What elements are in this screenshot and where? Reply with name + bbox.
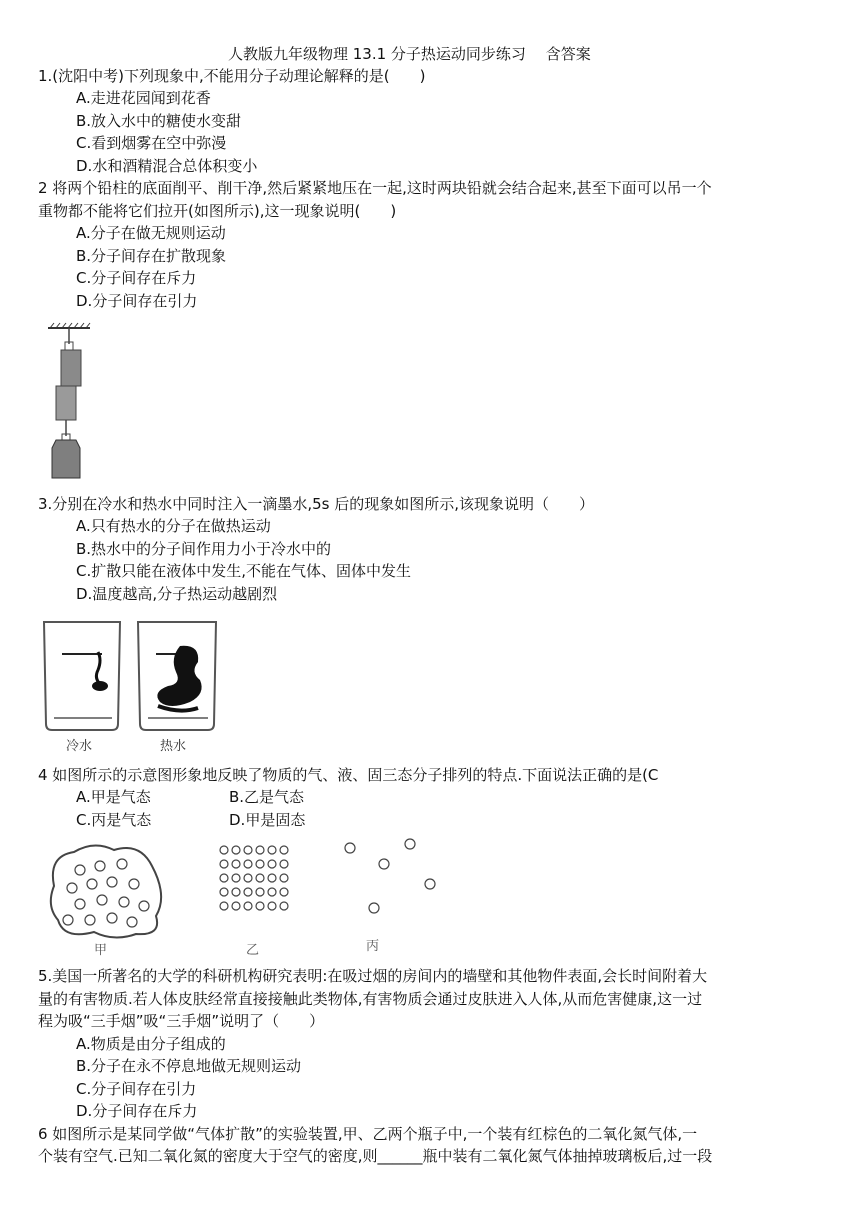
q3-option-c: C.扩散只能在液体中发生,不能在气体、固体中发生 — [76, 562, 412, 580]
lead-cylinders-figure — [44, 322, 94, 480]
q5-option-b: B.分子在永不停息地做无规则运动 — [76, 1057, 302, 1075]
q2-option-a: A.分子在做无规则运动 — [76, 224, 226, 242]
q5-stem-line2: 量的有害物质.若人体皮肤经常直接接触此类物体,有害物质会通过皮肤进入人体,从而危害健康,这一过 — [38, 990, 703, 1008]
figure-yi-solid — [220, 846, 288, 910]
q3-option-a: A.只有热水的分子在做热运动 — [76, 517, 271, 535]
states-of-matter-figure — [44, 836, 444, 958]
figure-bing-gas — [345, 839, 435, 913]
label-yi: 乙 — [246, 943, 260, 958]
q2-option-d: D.分子间存在引力 — [76, 292, 198, 310]
hanging-weight — [52, 440, 80, 478]
q5-option-d: D.分子间存在斥力 — [76, 1102, 198, 1120]
q1-option-a: A.走进花园闻到花香 — [76, 89, 211, 107]
q2-option-c: C.分子间存在斥力 — [76, 269, 197, 287]
ceiling-hatch — [48, 323, 90, 328]
label-bing: 丙 — [366, 939, 380, 954]
beakers-figure — [40, 614, 230, 756]
hot-water-beaker — [138, 622, 216, 730]
upper-lead-cylinder — [61, 350, 81, 386]
q4-stem: 4 如图所示的示意图形象地反映了物质的气、液、固三态分子排列的特点.下面说法正确的是(C — [38, 766, 659, 784]
lower-lead-cylinder — [56, 386, 76, 420]
q2-stem-line2: 重物都不能将它们拉开(如图所示),这一现象说明( ) — [38, 202, 397, 220]
q1-option-d: D.水和酒精混合总体积变小 — [76, 157, 258, 175]
label-jia: 甲 — [94, 943, 108, 958]
q5-option-c: C.分子间存在引力 — [76, 1080, 197, 1098]
q1-stem: 1.(沈阳中考)下列现象中,不能用分子动理论解释的是( ) — [38, 67, 426, 85]
q6-stem-line2: 个装有空气.已知二氧化氮的密度大于空气的密度,则______瓶中装有二氧化氮气体抽掉玻璃板后,过一段 — [38, 1147, 713, 1165]
cold-water-label: 冷水 — [66, 739, 93, 754]
q5-stem-line3: 程为吸“三手烟”吸“三手烟”说明了（ ） — [38, 1012, 325, 1030]
q4-option-a: A.甲是气态 — [76, 788, 151, 806]
figure-jia-liquid — [51, 845, 161, 937]
q3-stem: 3.分别在冷水和热水中同时注入一滴墨水,5s 后的现象如图所示,该现象说明（ ） — [38, 495, 594, 513]
q1-option-c: C.看到烟雾在空中弥漫 — [76, 134, 227, 152]
q2-stem-line1: 2 将两个铅柱的底面削平、削干净,然后紧紧地压在一起,这时两块铅就会结合起来,甚至下面可以吊一个 — [38, 179, 712, 197]
cold-water-beaker — [44, 622, 120, 730]
q3-option-d: D.温度越高,分子热运动越剧烈 — [76, 585, 278, 603]
q4-option-d: D.甲是固态 — [229, 811, 306, 829]
q3-option-b: B.热水中的分子间作用力小于冷水中的 — [76, 540, 332, 558]
q4-option-b: B.乙是气态 — [229, 788, 305, 806]
document-title: 人教版九年级物理 13.1 分子热运动同步练习 含答案 — [228, 45, 591, 63]
q5-stem-line1: 5.美国一所著名的大学的科研机构研究表明:在吸过烟的房间内的墙壁和其他物件表面,会长时间附着大 — [38, 967, 708, 985]
q6-stem-line1: 6 如图所示是某同学做“气体扩散”的实验装置,甲、乙两个瓶子中,一个装有红棕色的二氧化氮气体,一 — [38, 1125, 698, 1143]
q5-option-a: A.物质是由分子组成的 — [76, 1035, 226, 1053]
q2-option-b: B.分子间存在扩散现象 — [76, 247, 227, 265]
q4-option-c: C.丙是气态 — [76, 811, 152, 829]
q1-option-b: B.放入水中的糖使水变甜 — [76, 112, 242, 130]
hot-water-label: 热水 — [160, 739, 187, 754]
